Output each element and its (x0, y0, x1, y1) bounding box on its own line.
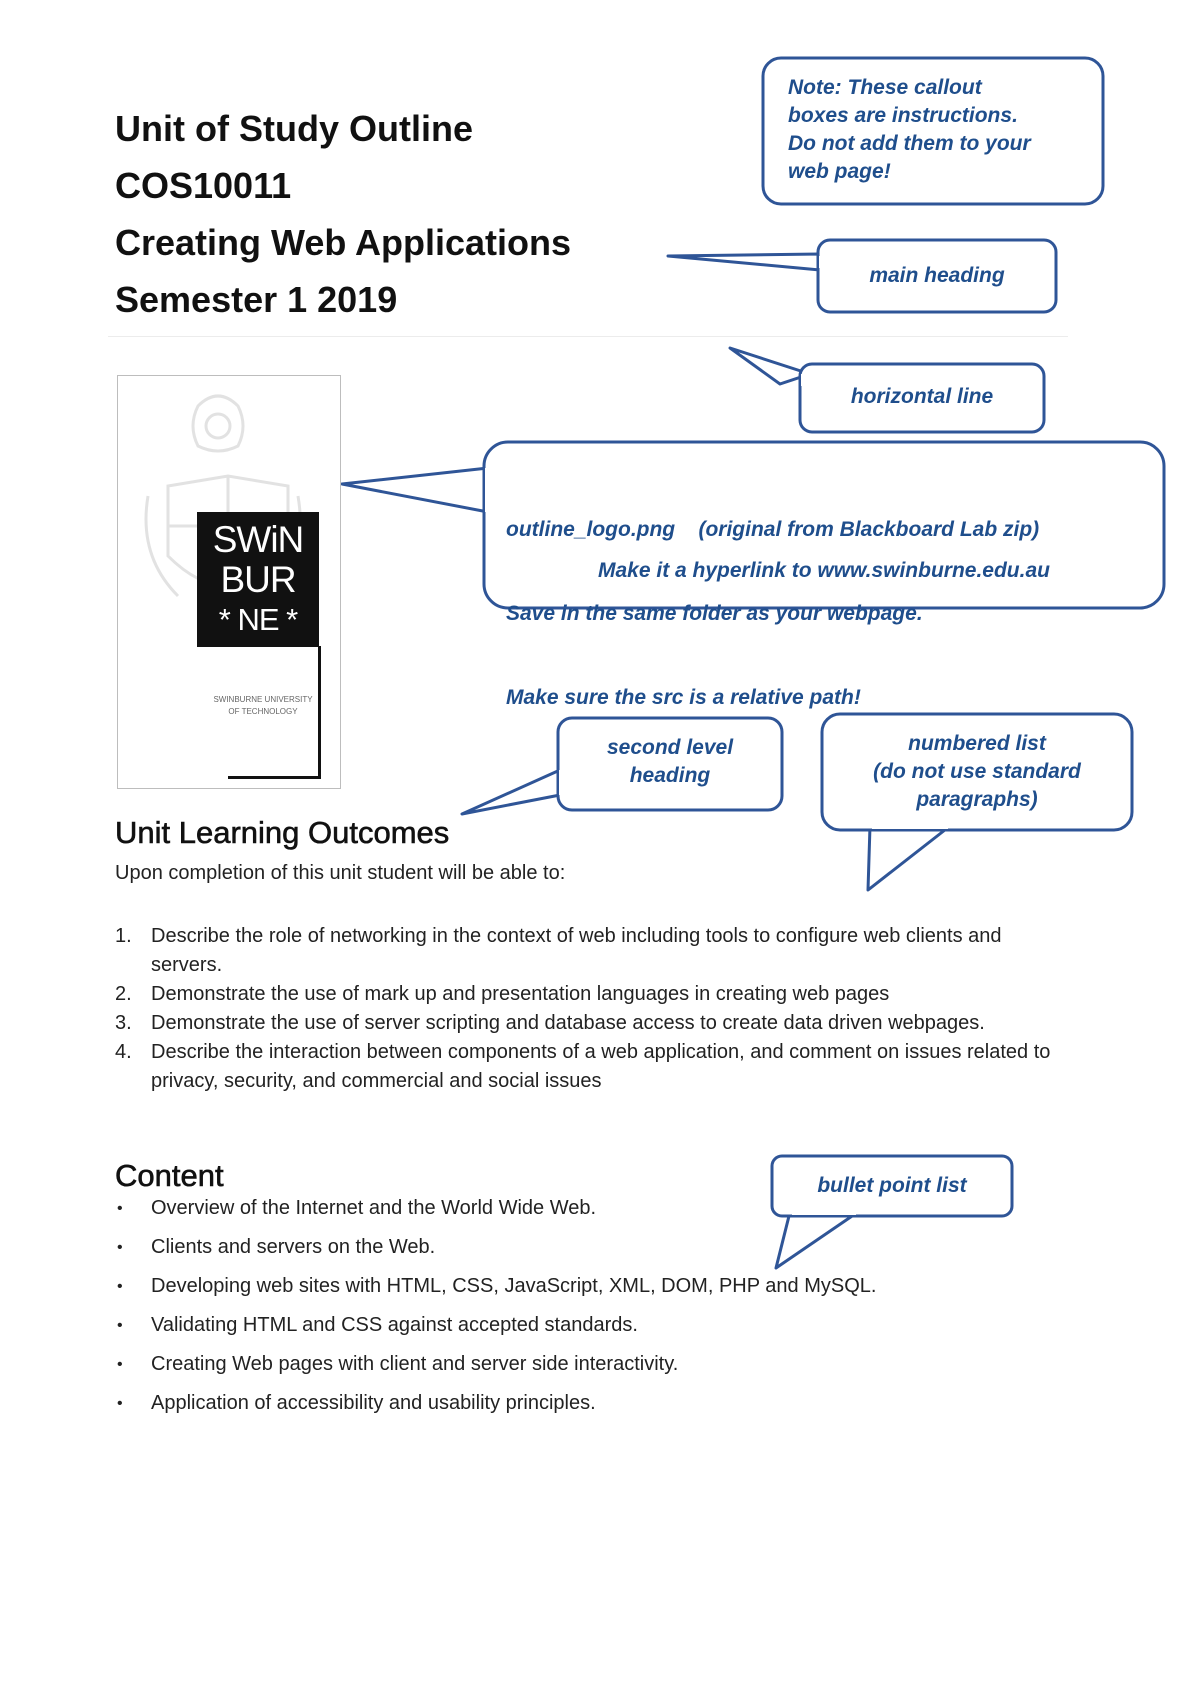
swinburne-logo[interactable] (117, 375, 341, 789)
outcomes-list (115, 922, 1075, 1096)
callout-numbered-text: numbered list (do not use standard paragraphs) (873, 732, 1081, 811)
callout-bullet-text: bullet point list (817, 1174, 967, 1197)
outcomes-heading: Unit Learning Outcomes (115, 815, 450, 850)
callout-second-level-tail (462, 770, 560, 814)
title-unit-outline: Unit of Study Outline (115, 108, 473, 149)
list-item: • Developing web sites with HTML, CSS, JavaScript, XML, DOM, PHP and MySQL. (117, 1275, 877, 1297)
title-semester: Semester 1 2019 (115, 279, 398, 320)
title-unit-code: COS10011 (115, 165, 292, 206)
list-item: • Overview of the Internet and the World Wide Web. (117, 1197, 597, 1219)
callout-logo-text: outline_logo.png (original from Blackboard Lab zip) Save in the same folder as your webpage. Make sure the src is a relative path! (506, 518, 1040, 709)
callout-logo-link-text: Make it a hyperlink to www.swinburne.edu.au (598, 559, 1050, 582)
callout-second-level-text: second level heading (606, 736, 734, 787)
list-item: 3. Demonstrate the use of server scripting and database access to create data driven webpages. (115, 1012, 985, 1034)
logo-bracket-vertical (318, 646, 321, 779)
logo-university-name: SWINBURNE UNIVERSITY OF TECHNOLOGY (213, 695, 313, 716)
callout-horizontal-line-text: horizontal line (850, 385, 994, 408)
list-item: 1. Describe the role of networking in the context of web including tools to configure web clients and servers. (115, 925, 1002, 976)
callout-main-heading-tail (668, 254, 820, 270)
list-item: 4. Describe the interaction between components of a web application, and comment on issues related to privacy, security, and commercial and social issues (115, 1041, 1051, 1092)
logo-bracket-horizontal (228, 776, 321, 779)
list-item: • Application of accessibility and usability principles. (117, 1392, 596, 1414)
list-item: • Validating HTML and CSS against accepted standards. (117, 1314, 638, 1336)
callout-note-text: Note: These callout boxes are instructions. Do not add them to your web page! (788, 76, 1031, 183)
title-unit-name: Creating Web Applications (115, 222, 572, 263)
content-heading: Content (115, 1158, 224, 1193)
outcomes-intro: Upon completion of this unit student will be able to: (115, 862, 566, 884)
content-list (115, 1194, 1075, 1428)
logo-wordmark: SWiN BUR * NE * (197, 512, 319, 647)
list-item: • Clients and servers on the Web. (117, 1236, 436, 1258)
list-item: 2. Demonstrate the use of mark up and presentation languages in creating web pages (115, 983, 890, 1005)
callout-main-heading-text: main heading (869, 264, 1005, 287)
horizontal-rule (108, 336, 1068, 337)
callout-numbered-tail (868, 826, 950, 890)
callout-logo-tail (342, 468, 488, 512)
list-item: • Creating Web pages with client and server side interactivity. (117, 1353, 679, 1375)
callout-horizontal-line-tail (730, 348, 810, 384)
